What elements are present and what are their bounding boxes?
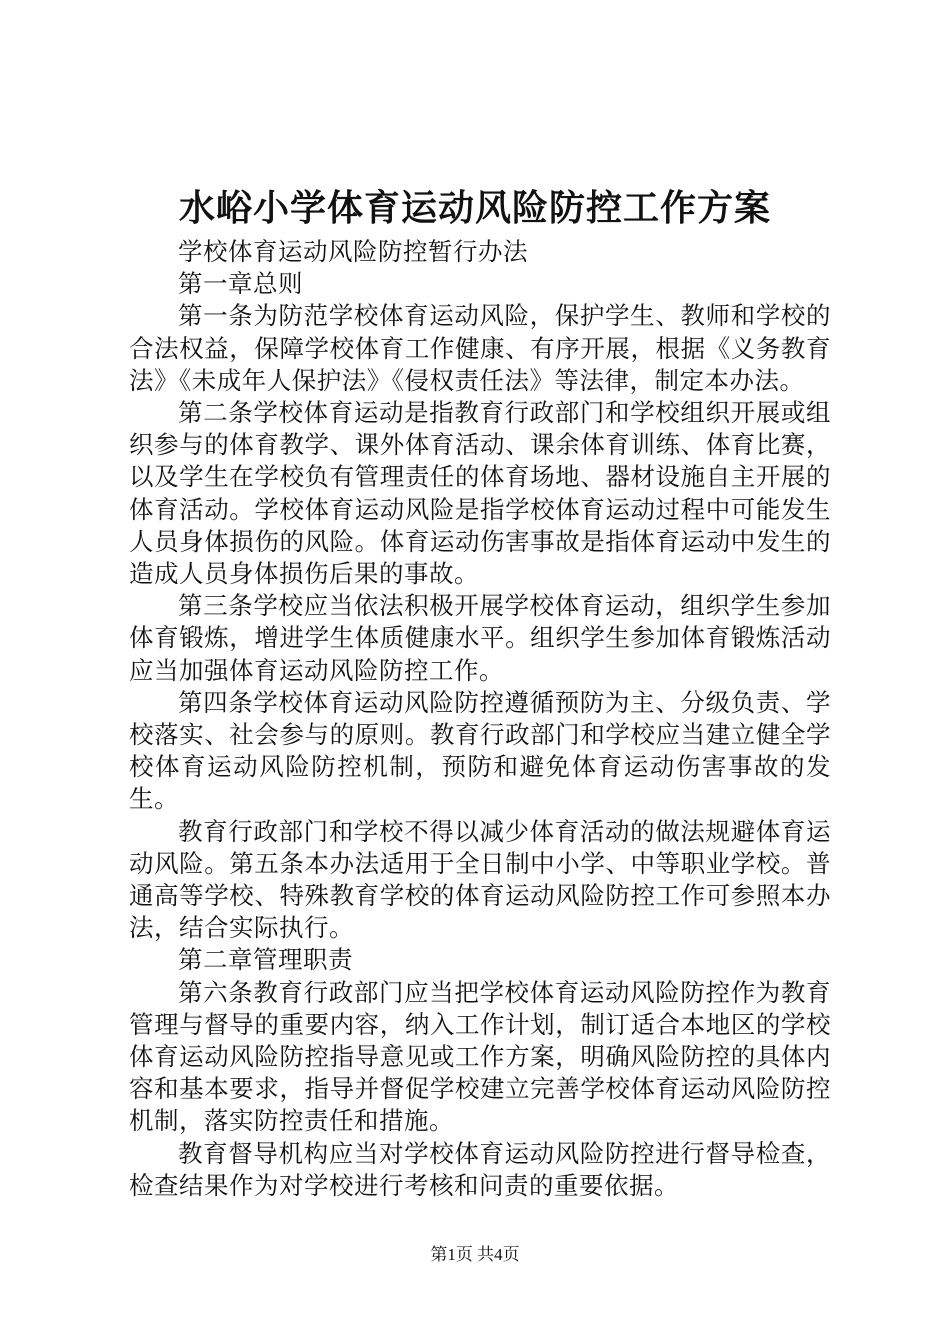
paragraph-supervision: 教育督导机构应当对学校体育运动风险防控进行督导检查，检查结果作为对学校进行考核和问责的重要依据。 xyxy=(129,1138,831,1200)
paragraph-article-4: 第四条学校体育运动风险防控遵循预防为主、分级负责、学校落实、社会参与的原则。教育行政部门和学校应当建立健全学校体育运动风险防控机制，预防和避免体育运动伤害事故的发生。 xyxy=(129,687,831,814)
document-body xyxy=(129,236,831,1202)
paragraph-subtitle: 学校体育运动风险防控暂行办法 xyxy=(178,237,528,266)
paragraph-article-2: 第二条学校体育运动是指教育行政部门和学校组织开展或组织参与的体育教学、课外体育活动、课余体育训练、体育比赛，以及学生在学校负有管理责任的体育场地、器材设施自主开展的体育活动。学校体育运动风险是指学校体育运动过程中可能发生人员身体损伤的风险。体育运动伤害事故是指体育运动中发生的造成人员身体损伤后果的事故。 xyxy=(129,398,831,589)
paragraph-chapter-1: 第一章总则 xyxy=(178,269,303,299)
paragraph-article-5: 教育行政部门和学校不得以减少体育活动的做法规避体育运动风险。第五条本办法适用于全日制中小学、中等职业学校。普通高等学校、特殊教育学校的体育运动风险防控工作可参照本办法，结合实际执行。 xyxy=(129,816,831,943)
paragraph-article-3: 第三条学校应当依法积极开展学校体育运动，组织学生参加体育锻炼，增进学生体质健康水平。组织学生参加体育锻炼活动应当加强体育运动风险防控工作。 xyxy=(129,591,831,685)
paragraph-chapter-2: 第二章管理职责 xyxy=(178,945,353,975)
paragraph-article-1: 第一条为防范学校体育运动风险，保护学生、教师和学校的合法权益，保障学校体育工作健康、有序开展，根据《义务教育法》《未成年人保护法》《侵权责任法》等法律，制定本办法。 xyxy=(129,301,831,395)
document-title: 水峪小学体育运动风险防控工作方案 xyxy=(178,188,771,229)
paragraph-article-6: 第六条教育行政部门应当把学校体育运动风险防控作为教育管理与督导的重要内容，纳入工作计划，制订适合本地区的学校体育运动风险防控指导意见或工作方案，明确风险防控的具体内容和基本要求，指导并督促学校建立完善学校体育运动风险防控机制，落实防控责任和措施。 xyxy=(129,977,831,1136)
page-footer: 第1页 共4页 xyxy=(430,1245,520,1264)
